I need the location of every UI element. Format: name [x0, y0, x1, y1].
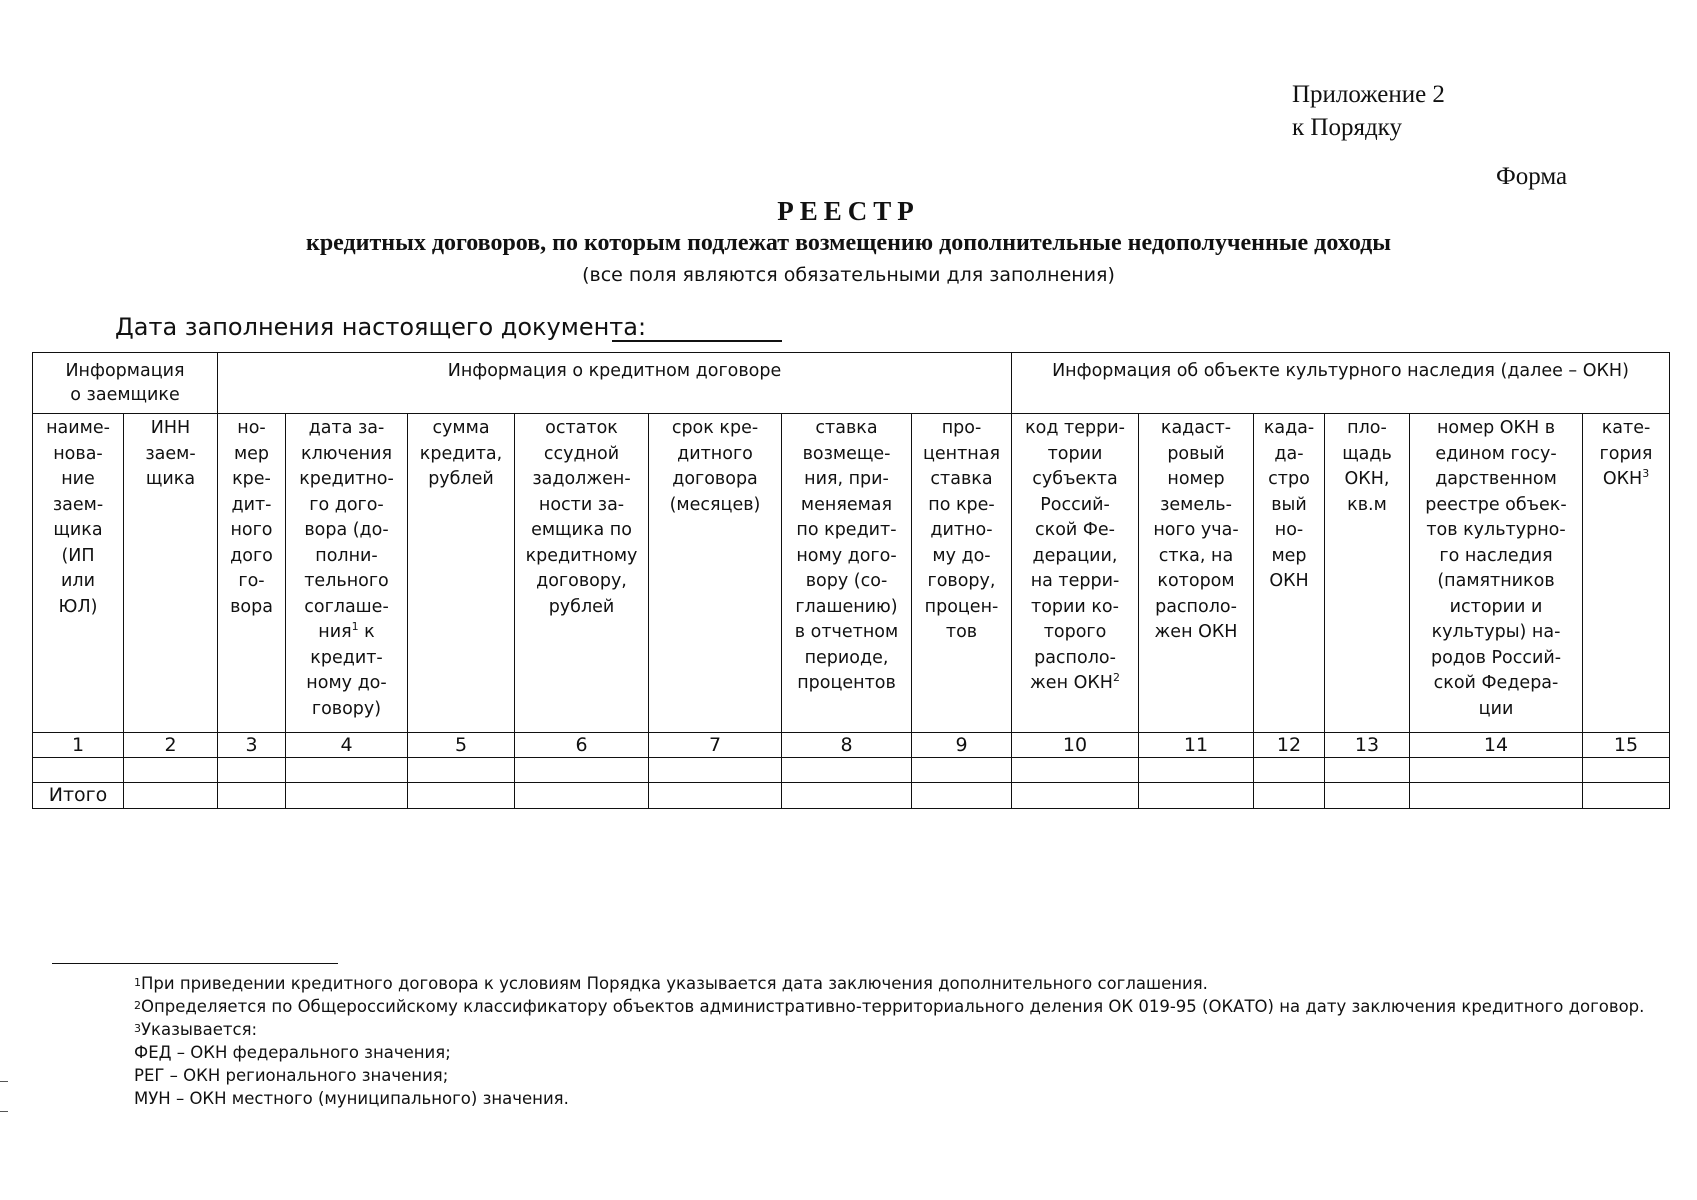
column-header-line: ции	[1478, 698, 1514, 719]
column-header-line: код терри-	[1025, 418, 1125, 438]
column-header-line: ровый	[1167, 443, 1225, 464]
footnote-reference: 2	[1112, 671, 1120, 685]
column-header-line: (памятников	[1437, 571, 1555, 591]
column-number: 11	[1139, 733, 1254, 758]
data-cell[interactable]	[1410, 758, 1583, 783]
column-number: 15	[1583, 733, 1670, 758]
column-header-line: вый	[1271, 494, 1307, 515]
footnote-mark: 1	[134, 976, 141, 989]
fill-note: (все поля являются обязательными для заполнения)	[582, 264, 1115, 286]
column-header-line: в отчетном	[794, 622, 899, 642]
column-header-line: дит-	[231, 494, 272, 515]
scan-edge-mark	[0, 1081, 8, 1082]
column-header-3	[218, 414, 286, 733]
column-header-text: жен ОКН	[1030, 673, 1113, 693]
column-header-line: кредита,	[419, 443, 503, 464]
column-header-line: задолжен-	[532, 469, 631, 489]
column-header-line: ОКН,	[1344, 469, 1390, 489]
data-cell[interactable]	[649, 758, 782, 783]
column-header-line: меняемая	[800, 494, 893, 515]
column-header-line: ности за-	[538, 494, 625, 515]
column-header-line: кв.м	[1347, 494, 1387, 515]
column-header-line: ния, при-	[804, 469, 889, 489]
column-header-2	[124, 414, 218, 733]
column-header-line: ключения	[301, 443, 392, 464]
column-header-line: вору (со-	[805, 571, 888, 591]
column-number: 3	[218, 733, 286, 758]
total-row	[33, 783, 1670, 809]
column-header-line: вора	[230, 596, 273, 617]
total-cell[interactable]	[1254, 783, 1325, 809]
column-header-line	[288, 620, 405, 646]
column-header-line: мер	[1271, 545, 1307, 566]
column-header-line: котором	[1157, 571, 1235, 591]
appendix-line-1: Приложение 2	[1292, 81, 1445, 108]
column-header-line: торого	[1043, 622, 1107, 642]
column-header-line: стка, на	[1158, 545, 1234, 566]
column-header-line: нова-	[53, 443, 103, 464]
column-header-line: процен-	[924, 596, 999, 617]
column-header-line: му до-	[932, 545, 991, 566]
footnote-text: ФЕД – ОКН федерального значения;	[134, 1043, 451, 1062]
form-label: Форма	[1496, 163, 1568, 190]
data-row	[33, 758, 1670, 783]
column-header-5	[408, 414, 515, 733]
data-cell[interactable]	[782, 758, 912, 783]
column-header-line: реестре объек-	[1425, 494, 1567, 515]
data-cell[interactable]	[1325, 758, 1410, 783]
column-header-line: (ИП	[61, 545, 95, 566]
column-header-line: полни-	[315, 545, 378, 566]
date-blank-field[interactable]	[612, 340, 782, 342]
column-header-line: срок кре-	[671, 418, 759, 438]
column-number: 6	[515, 733, 649, 758]
footnote-item	[134, 1018, 1644, 1041]
registry-table	[32, 352, 1670, 809]
column-header-line: тельного	[304, 571, 389, 591]
footnote-text: При приведении кредитного договора к условиям Порядка указывается дата заключения дополнительного соглашения.	[141, 974, 1208, 993]
column-number: 12	[1254, 733, 1325, 758]
column-header-line: тов культурно-	[1426, 520, 1566, 540]
footnote-divider	[52, 963, 338, 964]
column-number: 7	[649, 733, 782, 758]
total-cell[interactable]	[782, 783, 912, 809]
column-header-line: щика	[53, 520, 103, 540]
column-header-line: дого	[230, 545, 273, 566]
column-header-line: рублей	[548, 596, 615, 617]
column-header-line: рублей	[428, 469, 494, 489]
column-header-line: про-	[941, 418, 982, 438]
column-header-line: ссудной	[543, 443, 620, 464]
footnote-text: Указывается:	[141, 1020, 258, 1039]
column-header-line: кате-	[1601, 418, 1651, 438]
column-header-line: да-	[1274, 443, 1304, 464]
data-cell[interactable]	[33, 758, 124, 783]
column-header-line: по кредит-	[796, 520, 897, 540]
column-header-line: щика	[145, 469, 196, 489]
column-header-8	[782, 414, 912, 733]
data-cell[interactable]	[286, 758, 408, 783]
total-cell[interactable]	[1012, 783, 1139, 809]
column-header-line: дата за-	[308, 418, 385, 438]
appendix-line-2: к Порядку	[1292, 114, 1402, 141]
footnote-text: РЕГ – ОКН регионального значения;	[134, 1066, 449, 1085]
total-cell[interactable]	[124, 783, 218, 809]
footnote-item	[134, 1087, 1644, 1110]
column-header-line: ской Фе-	[1035, 520, 1115, 540]
column-number: 2	[124, 733, 218, 758]
group-borrower-line: Информация	[65, 361, 185, 381]
column-header-line: субъекта	[1032, 469, 1118, 489]
column-header-line: го дого-	[309, 494, 384, 515]
total-cell[interactable]	[515, 783, 649, 809]
column-number: 9	[912, 733, 1012, 758]
column-header-line: ИНН	[150, 418, 191, 438]
total-cell[interactable]	[1410, 783, 1583, 809]
column-number: 8	[782, 733, 912, 758]
column-header-line: заем-	[145, 443, 196, 464]
column-header-line: када-	[1263, 418, 1315, 438]
column-header-line: номер ОКН в	[1436, 418, 1556, 438]
group-borrower-info	[33, 353, 218, 414]
data-cell[interactable]	[1139, 758, 1254, 783]
column-header-line: дитного	[677, 443, 753, 464]
total-label: Итого	[33, 783, 124, 809]
column-header-15	[1583, 414, 1670, 733]
column-header-line: располо-	[1155, 596, 1237, 617]
column-header-text: ния	[318, 622, 352, 642]
column-header-line: дарственном	[1435, 469, 1557, 489]
column-header-line: сумма	[432, 418, 490, 438]
column-header-line: тории ко-	[1031, 596, 1119, 617]
column-header-line: щадь	[1342, 443, 1392, 464]
total-cell[interactable]	[218, 783, 286, 809]
column-header-line: ЮЛ)	[58, 596, 98, 617]
column-header-line: говору)	[311, 698, 382, 719]
column-header-line: ской Федера-	[1433, 673, 1559, 693]
column-header-line: кредитному	[525, 545, 638, 566]
column-header-line: на терри-	[1030, 571, 1120, 591]
column-header-12	[1254, 414, 1325, 733]
column-header-line: но-	[1274, 520, 1304, 540]
data-cell[interactable]	[1583, 758, 1670, 783]
data-cell[interactable]	[515, 758, 649, 783]
column-header-line: жен ОКН	[1154, 622, 1238, 642]
column-header-line: кадаст-	[1160, 418, 1232, 438]
column-header-text: ОКН	[1602, 469, 1643, 489]
column-header-line: ние	[61, 469, 95, 489]
column-number: 13	[1325, 733, 1410, 758]
footnote-item	[134, 1064, 1644, 1087]
column-header-row	[33, 414, 1670, 733]
column-header-6	[515, 414, 649, 733]
column-header-line: процентов	[797, 673, 896, 693]
column-header-line: дерации,	[1032, 545, 1118, 566]
total-cell[interactable]	[649, 783, 782, 809]
column-header-line: родов Россий-	[1430, 647, 1562, 668]
group-okn-info: Информация об объекте культурного наследия (далее – ОКН)	[1012, 353, 1670, 414]
column-header-line: договору,	[536, 571, 627, 591]
column-header-line: (месяцев)	[669, 494, 761, 515]
column-header-line: говору,	[927, 571, 996, 591]
column-header-line: ставка	[930, 469, 993, 489]
column-header-line: го наследия	[1439, 545, 1553, 566]
scan-edge-mark	[0, 1111, 8, 1112]
footnote-reference: 3	[1642, 467, 1650, 481]
column-header-line: ОКН	[1269, 571, 1309, 591]
column-header-11	[1139, 414, 1254, 733]
total-cell[interactable]	[912, 783, 1012, 809]
footnotes	[134, 972, 1644, 1110]
total-cell[interactable]	[286, 783, 408, 809]
column-header-line: дитно-	[930, 520, 993, 540]
column-header-line: или	[61, 571, 95, 591]
column-header-1	[33, 414, 124, 733]
total-cell[interactable]	[1325, 783, 1410, 809]
column-number-row	[33, 733, 1670, 758]
document-subtitle: кредитных договоров, по которым подлежат возмещению дополнительные недополученные доходы	[305, 230, 1391, 256]
column-header-line: ному до-	[306, 673, 387, 693]
column-header-10	[1012, 414, 1139, 733]
column-header-line: гория	[1599, 443, 1653, 464]
column-header-line: по кре-	[928, 494, 995, 515]
column-header-line: едином госу-	[1435, 443, 1557, 464]
column-header-line: располо-	[1034, 647, 1116, 668]
column-header-line: номер	[1167, 469, 1225, 489]
column-header-line: земель-	[1160, 494, 1232, 515]
footnote-item	[134, 995, 1644, 1018]
column-header-line: емщика по	[531, 520, 632, 540]
column-header-line: тов	[945, 622, 978, 642]
footnote-reference: 1	[351, 620, 359, 634]
column-header-text: к	[358, 622, 375, 642]
data-cell[interactable]	[1012, 758, 1139, 783]
data-cell[interactable]	[218, 758, 286, 783]
column-header-line: стро	[1268, 469, 1310, 489]
total-cell[interactable]	[1583, 783, 1670, 809]
column-header-line: ного уча-	[1153, 520, 1239, 540]
footnote-mark: 2	[134, 999, 141, 1012]
total-cell[interactable]	[408, 783, 515, 809]
group-credit-info: Информация о кредитном договоре	[218, 353, 1012, 414]
document-title: РЕЕСТР	[777, 196, 920, 226]
footnote-text: МУН – ОКН местного (муниципального) значения.	[134, 1089, 569, 1108]
column-header-line: периоде,	[804, 647, 889, 668]
group-borrower-line: о заемщике	[70, 385, 180, 405]
column-header-line: пло-	[1347, 418, 1387, 438]
data-cell[interactable]	[408, 758, 515, 783]
column-header-line: мер	[233, 443, 270, 464]
column-header-line: вора (до-	[304, 520, 389, 540]
group-header-row	[33, 353, 1670, 414]
column-header-line: кре-	[232, 469, 271, 489]
footnote-text: Определяется по Общероссийскому классификатору объектов административно-территориального деления ОК 019-95 (ОКАТО) на дату заключения кредитного договор.	[141, 997, 1645, 1016]
column-header-13	[1325, 414, 1410, 733]
column-header-line: Россий-	[1040, 494, 1110, 515]
column-header-line: ставка	[815, 418, 878, 438]
column-header-line	[1014, 671, 1136, 697]
column-number: 5	[408, 733, 515, 758]
appendix-reference	[1292, 78, 1445, 144]
column-header-line: истории и	[1449, 596, 1543, 617]
column-number: 1	[33, 733, 124, 758]
column-header-line: ного	[230, 520, 273, 540]
date-label: Дата заполнения настоящего документа:	[115, 313, 647, 341]
column-header-line: культуры) на-	[1431, 622, 1561, 642]
column-header-line: остаток	[545, 418, 618, 438]
total-cell[interactable]	[1139, 783, 1254, 809]
column-header-line: заем-	[52, 494, 104, 515]
data-cell[interactable]	[912, 758, 1012, 783]
column-header-7	[649, 414, 782, 733]
column-header-line: кредит-	[310, 647, 383, 668]
data-cell[interactable]	[124, 758, 218, 783]
column-header-14	[1410, 414, 1583, 733]
column-header-9	[912, 414, 1012, 733]
column-header-line: наиме-	[46, 418, 110, 438]
data-cell[interactable]	[1254, 758, 1325, 783]
column-header-line	[1585, 467, 1667, 493]
footnote-item	[134, 1041, 1644, 1064]
column-header-line: ному дого-	[796, 545, 897, 566]
footnote-mark: 3	[134, 1022, 141, 1035]
column-header-line: соглаше-	[304, 596, 389, 617]
footnote-item	[134, 972, 1644, 995]
column-header-4	[286, 414, 408, 733]
column-header-line: глашению)	[795, 596, 898, 617]
column-header-line: го-	[238, 571, 265, 591]
column-number: 4	[286, 733, 408, 758]
column-header-line: кредитно-	[299, 469, 394, 489]
column-header-line: возмеще-	[802, 443, 891, 464]
column-number: 10	[1012, 733, 1139, 758]
column-header-line: но-	[237, 418, 266, 438]
column-number: 14	[1410, 733, 1583, 758]
column-header-line: тории	[1047, 443, 1103, 464]
column-header-line: договора	[672, 469, 758, 489]
column-header-line: центная	[922, 443, 1000, 464]
